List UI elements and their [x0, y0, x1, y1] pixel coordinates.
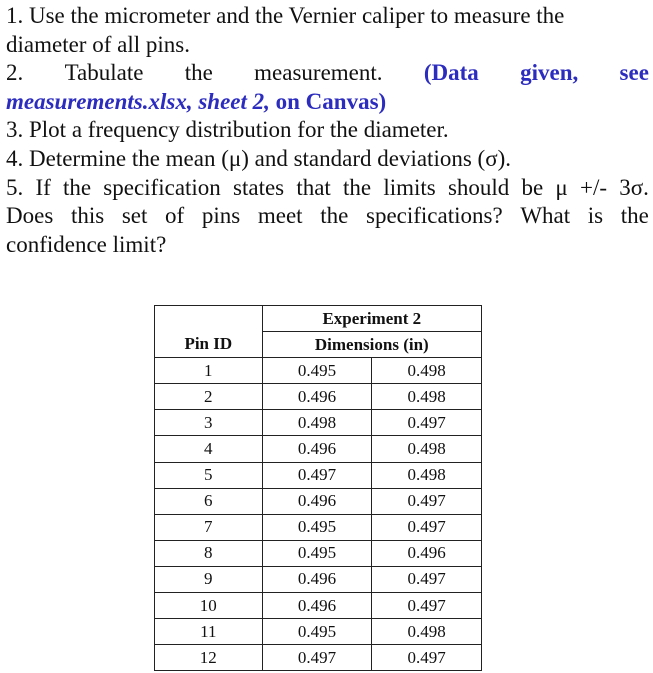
pin-id-cell: 7: [155, 514, 263, 540]
dimension-1-cell: 0.496: [262, 436, 372, 462]
item-2-word: 2.: [6, 60, 24, 86]
item-5-word: of: [165, 203, 185, 229]
dimension-2-cell: 0.497: [372, 566, 482, 592]
table-header-row: [155, 332, 482, 358]
item-5-word: that: [296, 174, 331, 200]
table-row: [155, 619, 482, 645]
item-3: 3. Plot a frequency distribution for the diameter.: [6, 117, 449, 143]
measurement-table: [154, 305, 482, 671]
pin-id-cell: 2: [155, 384, 263, 410]
item-5-word: What: [520, 203, 571, 229]
item-5-word: specifications?: [366, 203, 503, 229]
table-row: [155, 488, 482, 514]
item-5-line-2: [6, 202, 649, 231]
item-5-word: the: [620, 203, 649, 229]
dimension-2-cell: 0.497: [372, 514, 482, 540]
item-5-word: 5.: [6, 174, 24, 200]
blank-header-cell: [155, 306, 263, 332]
dimension-1-cell: 0.495: [262, 358, 372, 384]
dimension-2-cell: 0.498: [372, 358, 482, 384]
dimension-1-cell: 0.495: [262, 540, 372, 566]
table-row: [155, 514, 482, 540]
dimension-2-cell: 0.497: [372, 488, 482, 514]
item-2-line-1: [6, 59, 649, 88]
item-5-word: +/-: [579, 174, 607, 200]
dimension-1-cell: 0.498: [262, 410, 372, 436]
pin-id-cell: 3: [155, 410, 263, 436]
data-note-word: see: [619, 60, 649, 86]
item-2-word: Tabulate: [64, 60, 144, 86]
item-5-word: meet: [257, 203, 303, 229]
item-5-word: be: [521, 174, 544, 200]
pin-id-cell: 6: [155, 488, 263, 514]
table-row: [155, 436, 482, 462]
dimension-2-cell: 0.497: [372, 410, 482, 436]
table-row: [155, 566, 482, 592]
table-row: [155, 540, 482, 566]
item-2-word: the: [184, 60, 213, 86]
dimension-1-cell: 0.496: [262, 384, 372, 410]
item-2-line-2: [6, 88, 649, 117]
dimensions-header: Dimensions (in): [262, 332, 481, 358]
item-5-word: the: [62, 174, 92, 200]
item-5-word: should: [447, 174, 510, 200]
item-5-word: states: [233, 174, 285, 200]
item-5-word: If: [35, 174, 51, 200]
item-5-word: specification: [103, 174, 221, 200]
dimension-1-cell: 0.496: [262, 488, 372, 514]
pin-id-cell: 5: [155, 462, 263, 488]
item-5-word: Does: [6, 203, 54, 229]
item-2-word: measurement.: [254, 60, 383, 86]
item-5-word: limits: [383, 174, 436, 200]
experiment-title: Experiment 2: [262, 306, 481, 332]
data-file-reference: measurements.xlsx, sheet 2,: [6, 88, 270, 114]
table-row: [155, 384, 482, 410]
dimension-1-cell: 0.495: [262, 619, 372, 645]
dimension-2-cell: 0.498: [372, 462, 482, 488]
item-5-line-1: [6, 174, 649, 203]
dimension-1-cell: 0.497: [262, 462, 372, 488]
item-5-word: μ: [555, 174, 568, 200]
pin-id-cell: 8: [155, 540, 263, 566]
dimension-1-cell: 0.496: [262, 593, 372, 619]
item-1-line-2: diameter of all pins.: [6, 31, 190, 57]
dimension-2-cell: 0.496: [372, 540, 482, 566]
dimension-2-cell: 0.498: [372, 384, 482, 410]
dimension-2-cell: 0.497: [372, 593, 482, 619]
item-4: 4. Determine the mean (μ) and standard deviations (σ).: [6, 145, 512, 171]
dimension-2-cell: 0.498: [372, 436, 482, 462]
item-5-word: set: [121, 203, 148, 229]
item-1-line-1: 1. Use the micrometer and the Vernier caliper to measure the: [6, 3, 565, 28]
item-5-line-3: confidence limit?: [6, 231, 167, 257]
data-location: on Canvas): [269, 88, 387, 114]
item-5-word: 3σ.: [619, 174, 649, 200]
item-5-word: pins: [201, 203, 241, 229]
item-5-word: the: [320, 203, 349, 229]
dimension-2-cell: 0.498: [372, 619, 482, 645]
pin-id-cell: 4: [155, 436, 263, 462]
dimension-1-cell: 0.496: [262, 566, 372, 592]
data-note-word: given,: [520, 60, 579, 86]
pin-id-cell: 9: [155, 566, 263, 592]
item-5-word: the: [343, 174, 372, 200]
item-5-word: this: [70, 203, 105, 229]
data-note-word: (Data: [423, 60, 479, 86]
item-5-word: is: [587, 203, 604, 229]
instructions-block: [6, 2, 649, 259]
dimension-1-cell: 0.497: [262, 645, 372, 671]
table-row: [155, 462, 482, 488]
pin-id-cell: 12: [155, 645, 263, 671]
pin-id-cell: 1: [155, 358, 263, 384]
table-row: [155, 645, 482, 671]
pin-id-cell: 10: [155, 593, 263, 619]
table-row: [155, 410, 482, 436]
dimension-1-cell: 0.495: [262, 514, 372, 540]
dimension-2-cell: 0.497: [372, 645, 482, 671]
table-row: [155, 593, 482, 619]
pin-id-cell: 11: [155, 619, 263, 645]
pin-id-header: Pin ID: [155, 332, 263, 358]
table-row: [155, 358, 482, 384]
table-title-row: [155, 306, 482, 332]
